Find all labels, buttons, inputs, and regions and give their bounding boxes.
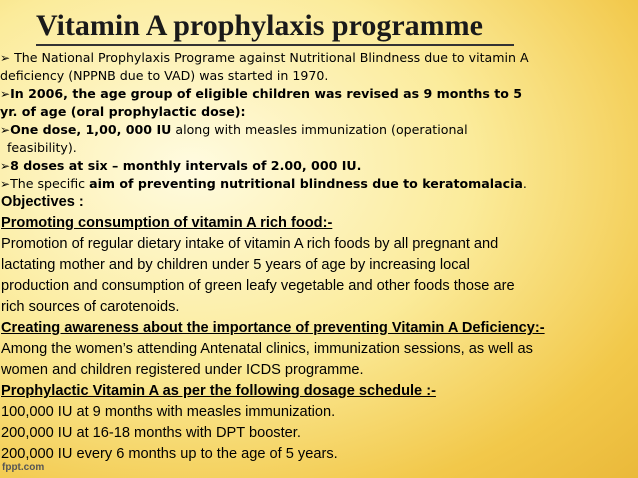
bullet-list	[0, 49, 630, 193]
dosage-line: 200,000 IU at 16-18 months with DPT booster.	[1, 425, 301, 441]
arrow-bullet-icon: ➢	[0, 87, 11, 101]
bullet-text: 8 doses at six – monthly intervals of 2.00, 000 IU.	[10, 158, 362, 173]
footer-watermark: fppt.com	[2, 462, 45, 473]
bullet-text: In 2006, the age group of eligible children was revised as 9 months to 5	[10, 86, 523, 101]
slide-title: Vitamin A prophylaxis programme	[36, 9, 483, 42]
arrow-bullet-icon: ➢	[0, 123, 11, 137]
objectives-section	[1, 192, 631, 465]
bullet-item	[0, 85, 630, 103]
bullet-text-continued: yr. of age (oral prophylactic dose):	[0, 104, 246, 119]
bullet-item	[0, 49, 630, 67]
bullet-text-continued: deficiency (NPPNB due to VAD) was started in 1970.	[0, 68, 329, 83]
dosage-line: 100,000 IU at 9 months with measles immunization.	[1, 404, 336, 420]
paragraph-line: rich sources of carotenoids.	[1, 299, 180, 315]
bullet-bold-text: aim of preventing nutritional blindness due to keratomalacia	[89, 176, 523, 191]
paragraph-line: Promotion of regular dietary intake of vitamin A rich foods by all pregnant and	[1, 236, 499, 252]
arrow-bullet-icon: ➢	[0, 51, 11, 65]
bullet-text: along with measles immunization (operational	[171, 122, 468, 137]
section-heading: Creating awareness about the importance of preventing Vitamin A Deficiency:-	[1, 320, 545, 336]
title-underline	[36, 44, 514, 46]
arrow-bullet-icon: ➢	[0, 159, 11, 173]
section-heading: Prophylactic Vitamin A as per the following dosage schedule :-	[1, 383, 436, 399]
paragraph-line: production and consumption of green leafy vegetable and other foods those are	[1, 278, 515, 294]
bullet-text-continued: feasibility).	[7, 140, 77, 155]
dosage-line: 200,000 IU every 6 months up to the age of 5 years.	[1, 446, 338, 462]
paragraph-line: Among the women’s attending Antenatal clinics, immunization sessions, as well as	[1, 341, 533, 357]
paragraph-line: lactating mother and by children under 5 years of age by increasing local	[1, 257, 470, 273]
bullet-item	[0, 157, 630, 175]
bullet-item	[0, 121, 630, 139]
bullet-text: The National Prophylaxis Programe against Nutritional Blindness due to vitamin A	[10, 50, 529, 65]
paragraph-line: women and children registered under ICDS programme.	[1, 362, 364, 378]
bullet-bold-text: One dose, 1,00, 000 IU	[10, 122, 172, 137]
arrow-bullet-icon: ➢	[0, 177, 11, 191]
bullet-text: .	[522, 176, 527, 191]
bullet-text: The specific	[10, 176, 90, 191]
section-heading: Promoting consumption of vitamin A rich food:-	[1, 215, 333, 231]
objectives-heading: Objectives :	[1, 194, 84, 210]
bullet-item	[0, 175, 630, 193]
